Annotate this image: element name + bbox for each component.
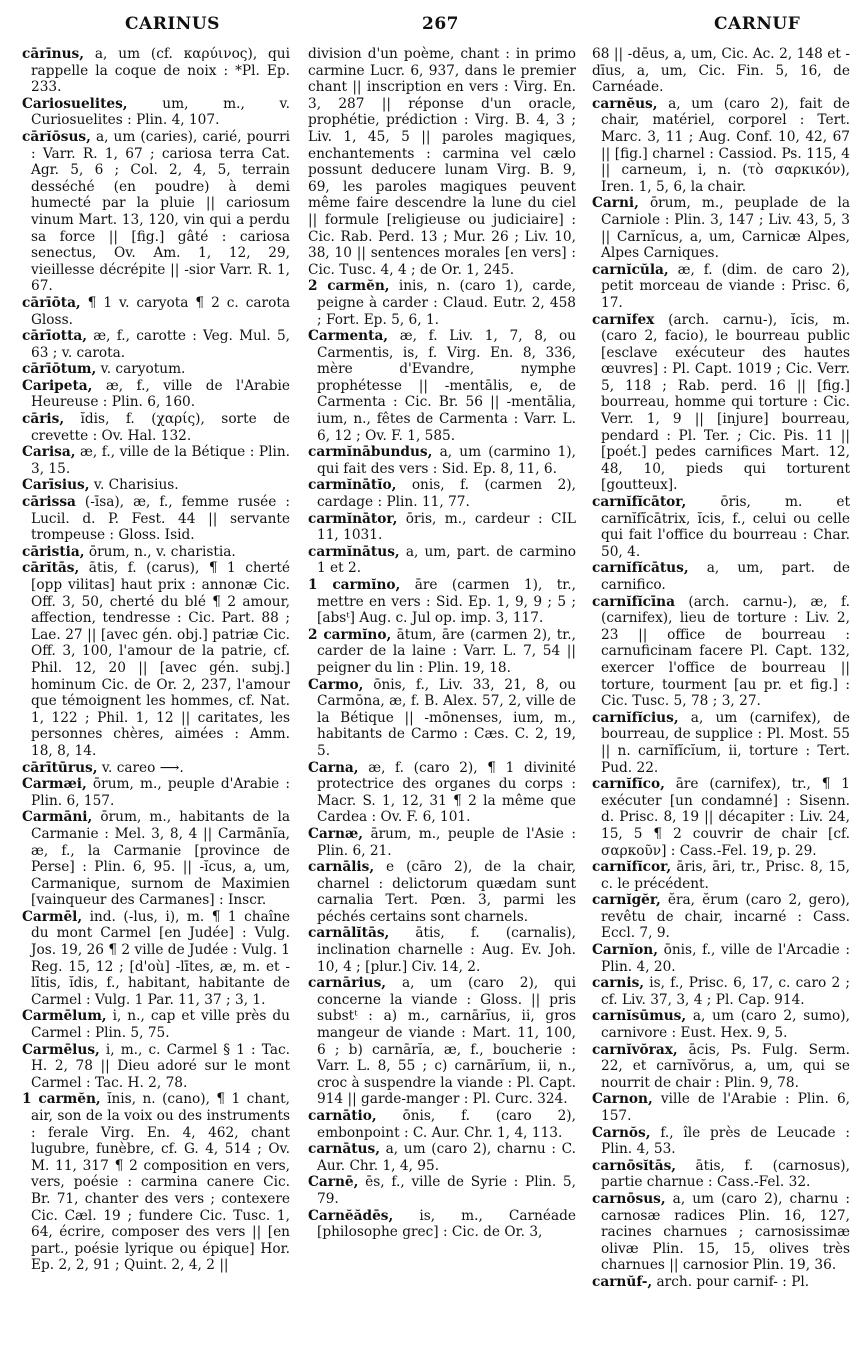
dictionary-entry <box>308 278 576 328</box>
entry-definition: ārum, m., peuple de l'Asie : Plin. 6, 21. <box>317 825 576 859</box>
dictionary-entry <box>22 444 290 477</box>
entry-definition: æ, f., ville de la Bétique : Plin. 3, 15. <box>31 444 290 477</box>
entry-headword: carnālis, <box>308 859 375 876</box>
entry-headword: Carisa, <box>22 444 76 461</box>
dictionary-entry <box>592 312 850 495</box>
entry-definition: ōrum, m., peuple d'Arabie : Plin. 6, 157. <box>31 776 290 809</box>
entry-definition: (-īsa), æ, f., femme rusée : Lucil. d. P. Fest. 44 || servante trompeuse : Gloss. Isid. <box>31 494 290 544</box>
dictionary-entry <box>592 560 850 593</box>
entry-definition: v. Charisius. <box>89 477 179 494</box>
dictionary-entry <box>592 195 850 261</box>
dictionary-entry <box>308 1108 576 1141</box>
dictionary-entry <box>592 710 850 776</box>
dictionary-entry <box>22 46 290 96</box>
entry-definition: onis, f. (carmen 2), cardage : Plin. 11, 77. <box>317 477 576 511</box>
dictionary-entry <box>308 760 576 826</box>
entry-definition: a, um, part. de carnifico. <box>601 560 850 593</box>
page-number: 267 <box>422 14 459 34</box>
entry-headword: Carni, <box>592 195 639 212</box>
entry-definition: ĭnis, n. (cano), ¶ 1 chant, air, son de la voix ou des instruments : ferale Virg. En. 4, 462, chant lugubre, funèbre, cf. G. 4, 514 ; Ov. M. 11, 317 ¶ 2 composition en vers, vers, poésie : carmina canere Cic. Br. 71, chanter des vers ; contexere Cic. Cæl. 19 ; fundere Cic. Tusc. 1, 64, écrire, composer des vers || [en part., poésie lyrique ou épique] Hor. Ep. 2, 2, 91 ; Quint. 2, 4, 2 || <box>31 1091 290 1274</box>
dictionary-entry <box>592 975 850 1008</box>
entry-definition: ville de l'Arabie : Plin. 6, 157. <box>601 1091 850 1124</box>
entry-headword: carmĭnābundus, <box>308 444 433 461</box>
entry-definition: v. careo ⟶. <box>97 759 184 776</box>
entry-definition: ōrum, m., habitants de la Carmanie : Mel. 3, 8, 4 || Carmānĭa, æ, f., la Carmanie [province de Perse] : Plin. 6, 95. || -ĭcus, a, um, Carmanique, surnom de Maximien [vainqueur des Carmanes] : Inscr. <box>31 809 290 909</box>
entry-definition: arch. pour carnif- : Pl. <box>652 1273 810 1290</box>
entry-definition: āre (carmen 1), tr., mettre en vers : Sid. Ep. 1, 9, 9 ; 5 ; [absᵗ] Aug. c. Jul op. imp. 3, 117. <box>317 577 576 627</box>
entry-headword: carnĭfĭcātor, <box>592 494 687 511</box>
entry-headword: Carmāni, <box>22 809 93 826</box>
dictionary-entry <box>308 975 576 1108</box>
dictionary-entry <box>592 1091 850 1124</box>
entry-headword: carnōsĭtās, <box>592 1157 677 1174</box>
entry-headword: carnālĭtās, <box>308 925 390 942</box>
entry-definition: ātis, f. (carnosus), partie charnue : Cass.-Fel. 32. <box>601 1157 850 1191</box>
entry-headword: carnĭfĭco, <box>592 776 665 793</box>
dictionary-entry <box>308 1141 576 1174</box>
dictionary-entry <box>22 809 290 909</box>
entry-headword: carnĭfĭcor, <box>592 859 672 876</box>
entry-definition: āris, āri, tr., Prisc. 8, 15, c. le précédent. <box>601 859 850 892</box>
dictionary-entry <box>308 544 576 577</box>
entry-definition: a, um (carmino 1), qui fait des vers : Sid. Ep. 8, 11, 6. <box>317 444 576 477</box>
dictionary-entry <box>592 1274 850 1291</box>
dictionary-entry <box>308 46 576 278</box>
entry-headword: carnātus, <box>308 1141 380 1158</box>
entry-definition: ōnis, f. (caro 2), embonpoint : C. Aur. Chr. 1, 4, 113. <box>317 1108 576 1141</box>
running-head <box>0 8 867 42</box>
entry-headword: carnĭfĭcius, <box>592 709 679 726</box>
entry-headword: Carmēl, <box>22 908 83 925</box>
entry-definition: ātis, f. (carnalis), inclination charnelle : Aug. Ev. Joh. 10, 4 ; [plur.] Civ. 14, 2. <box>317 925 576 975</box>
dictionary-entry <box>592 1042 850 1092</box>
entry-definition: æ, f. (caro 2), ¶ 1 divinité protectrice des organes du corps : Macr. S. 1, 12, 31 ¶ 2 la même que Cardea : Ov. F. 6, 101. <box>317 759 576 826</box>
entry-headword: cārīnus, <box>22 46 84 62</box>
entry-definition: f., île près de Leucade : Plin. 4, 53. <box>601 1124 850 1158</box>
entry-definition: (arch. carnu-), æ, f. (carnifex), lieu de torture : Liv. 2, 23 || office de bourreau : carnuficinam facere Pl. Capt. 132, exercer l'office de bourreau || torture, tourment [au pr. et fig.] : Cic. Tusc. 5, 78 ; 3, 27. <box>601 593 850 710</box>
entry-headword: Carmēlum, <box>22 1008 107 1025</box>
dictionary-entry <box>22 544 290 561</box>
entry-headword: carnātio, <box>308 1108 377 1124</box>
dictionary-entry <box>22 909 290 1009</box>
entry-headword: 2 carmĕn, <box>308 278 390 295</box>
dictionary-entry <box>592 859 850 892</box>
entry-headword: carnĕus, <box>592 95 658 112</box>
dictionary-entry <box>308 1208 576 1241</box>
entry-headword: Carna, <box>308 759 359 776</box>
entry-definition: a, um (caries), carié, pourri : Varr. R. 1, 67 ; cariosa terra Cat. Agr. 5, 6 ; Col. 2, 4, 5, terrain desséché (en poudre) à demi humecté par la pluie || cariosum vinum Mart. 13, 120, vin qui a perdu sa force || [fig.] gâté : cariosa senectus, Ov. Am. 1, 12, 29, vieillesse décrépite || -sior Varr. R. 1, 67. <box>31 128 290 295</box>
entry-headword: cāris, <box>22 411 65 428</box>
dictionary-entry <box>308 511 576 544</box>
entry-headword: Carmēlus, <box>22 1041 100 1058</box>
entry-headword: Carnĕădēs, <box>308 1207 394 1224</box>
dictionary-entry <box>592 594 850 710</box>
entry-headword: cāristia, <box>22 543 85 560</box>
entry-definition: a, um (caro 2), charnu : C. Aur. Chr. 1, 4, 95. <box>317 1141 576 1174</box>
dictionary-entry <box>22 1042 290 1092</box>
dictionary-entry <box>22 776 290 809</box>
entry-definition: um, m., v. Curiosuelites : Plin. 4, 107. <box>31 95 290 129</box>
entry-headword: Carnæ, <box>308 825 364 842</box>
entry-definition: a, um (carnifex), de bourreau, de supplice : Pl. Most. 55 || n. carnĭfĭcĭum, ii, torture : Tert. Pud. 22. <box>601 709 850 776</box>
entry-definition: ōrum, n., v. charistia. <box>84 543 236 560</box>
entry-definition: ind. (-lus, i), m. ¶ 1 chaîne du mont Carmel [en Judée] : Vulg. Jos. 19, 26 ¶ 2 ville de Judée : Vulg. 1 Reg. 15, 12 ; [d'où] -lītes, æ, m. et -lītis, ĭdis, f., habitant, habitante de Carmel : Vulg. 1 Par. 11, 37 ; 3, 1. <box>31 908 290 1008</box>
entry-headword: Carmenta, <box>308 328 389 345</box>
dictionary-entry <box>592 96 850 196</box>
entry-headword: Carmæi, <box>22 776 87 793</box>
entry-headword: cārissa <box>22 494 76 511</box>
dictionary-entry <box>592 1008 850 1041</box>
entry-headword: Carnŏs, <box>592 1124 651 1141</box>
dictionary-entry <box>22 361 290 378</box>
entry-definition: ĭdis, f. (χαρίς), sorte de crevette : Ov. Hal. 132. <box>31 411 290 444</box>
entry-headword: cārīōta, <box>22 294 81 311</box>
entry-definition: ācis, Ps. Fulg. Serm. 22, et carnĭvŏrus, a, um, qui se nourrit de chair : Plin. 9, 78. <box>601 1041 850 1091</box>
entry-definition: æ, f., carotte : Veg. Mul. 5, 63 ; v. carota. <box>31 328 290 361</box>
entry-headword: 1 carmĭno, <box>308 577 401 593</box>
entry-headword: carnĭsūmus, <box>592 1008 687 1025</box>
column-left <box>22 46 290 1352</box>
entry-definition: 68 || -dēus, a, um, Cic. Ac. 2, 148 et -dīus, a, um, Cic. Fin. 5, 16, de Carnéade. <box>592 46 850 96</box>
entry-definition: ōrum, m., peuplade de la Carniole : Plin. 3, 147 ; Liv. 43, 5, 3 || Carnĭcus, a, um, Carnicæ Alpes, Alpes Carniques. <box>601 195 850 262</box>
entry-definition: ēs, f., ville de Syrie : Plin. 5, 79. <box>317 1174 576 1207</box>
entry-headword: carnōsus, <box>592 1190 666 1207</box>
entry-headword: carnis, <box>592 975 645 992</box>
entry-headword: carnĭfĭcīna <box>592 593 676 610</box>
entry-headword: cārītūrus, <box>22 759 98 776</box>
dictionary-entry <box>22 295 290 328</box>
entry-definition: a, um (caro 2), fait de chair, matériel, corporel : Tert. Marc. 3, 11 ; Aug. Conf. 10, 42, 67 || [fig.] charnel : Cassiod. Ps. 115, 4 || carneum, i, n. (τὸ σαρκικόν), Iren. 1, 5, 6, la chair. <box>601 95 850 195</box>
dictionary-entry <box>22 328 290 361</box>
entry-definition: is, f., Prisc. 6, 17, c. caro 2 ; cf. Liv. 37, 3, 4 ; Pl. Cap. 914. <box>601 975 850 1008</box>
dictionary-entry <box>308 477 576 510</box>
entry-definition: i, m., c. Carmel § 1 : Tac. H. 2, 78 || Dieu adoré sur le mont Carmel : Tac. H. 2, 78. <box>31 1041 290 1091</box>
entry-headword: carmĭnātor, <box>308 510 398 527</box>
entry-definition: division d'un poème, chant : in primo carmine Lucr. 6, 937, dans le premier chant || inscription en vers : Virg. En. 3, 287 || réponse d'un oracle, prophétie, prédiction : Virg. B. 4, 3 ; Liv. 1, 45, 5 || paroles magiques, enchantements : carmina vel cælo possunt deducere lunam Virg. B. 9, 69, les paroles magiques peuvent même faire descendre la lune du ciel || formule [religieuse ou judiciaire] : Cic. Rab. Perd. 13 ; Mur. 26 ; Liv. 10, 38, 10 || sentences morales [en vers] : Cic. Tusc. 4, 4 ; de Or. 1, 245. <box>308 46 576 278</box>
dictionary-entry <box>592 1191 850 1274</box>
entry-headword: Carīsius, <box>22 477 90 494</box>
entry-headword: carnĭfĭcātus, <box>592 560 689 577</box>
entry-headword: Cariosuelites, <box>22 95 128 112</box>
entry-definition: is, m., Carnéade [philosophe grec] : Cic. de Or. 3, <box>317 1207 576 1241</box>
entry-headword: 1 carmĕn, <box>22 1091 101 1108</box>
dictionary-entry <box>22 477 290 494</box>
entry-definition: ātum, āre (carmen 2), tr., carder de la laine : Varr. L. 7, 54 || peigner du lin : Plin. 19, 18. <box>317 626 576 676</box>
dictionary-entry <box>308 1174 576 1207</box>
entry-headword: carnĭfex <box>592 311 655 328</box>
dictionary-entry <box>22 378 290 411</box>
entry-headword: carmĭnātĭo, <box>308 477 397 494</box>
entry-definition: æ, f., ville de l'Arabie Heureuse : Plin. 6, 160. <box>31 377 290 411</box>
dictionary-entry <box>308 826 576 859</box>
dictionary-entry <box>592 1125 850 1158</box>
dictionary-entry <box>592 942 850 975</box>
entry-definition: æ, f. (dim. de caro 2), petit morceau de viande : Prisc. 6, 17. <box>601 261 850 311</box>
entry-headword: Carnĭon, <box>592 942 658 959</box>
dictionary-entry <box>22 760 290 777</box>
entry-headword: cārĭtās, <box>22 560 80 577</box>
entry-definition: v. caryotum. <box>96 361 186 378</box>
entry-definition: a, um (caro 2), charnu : carnosæ radices Plin. 16, 127, racines charnues ; carnosissimæ olivæ Plin. 15, 15, olives très charnues || carnosior Plin. 19, 36. <box>601 1190 850 1274</box>
column-middle <box>308 46 576 1352</box>
entry-headword: 2 carmĭno, <box>308 626 392 643</box>
entry-headword: carnŭf-, <box>592 1273 653 1290</box>
dictionary-entry <box>308 627 576 677</box>
dictionary-entry <box>22 494 290 544</box>
dictionary-entry <box>592 46 850 96</box>
entry-definition: ōnis, f., ville de l'Arcadie : Plin. 4, 20. <box>601 942 850 975</box>
entry-definition: ¶ 1 v. caryota ¶ 2 c. carota Gloss. <box>31 294 290 328</box>
entry-definition: a, um, part. de carmino 1 et 2. <box>317 543 576 577</box>
entry-headword: carnĭgĕr, <box>592 892 661 909</box>
entry-definition: i, n., cap et ville près du Carmel : Plin. 5, 75. <box>31 1008 290 1042</box>
entry-definition: ĕra, ĕrum (caro 2, gero), revêtu de chair, incarné : Cass. Eccl. 7, 9. <box>601 892 850 942</box>
entry-definition: æ, f. Liv. 1, 7, 8, ou Carmentis, is, f. Virg. En. 8, 336, mère d'Evandre, nymphe prophétesse || -mentālis, e, de Carmenta : Cic. Br. 56 || -mentālia, ium, n., fêtes de Carmenta : Varr. L. 6, 12 ; Ov. F. 1, 585. <box>317 328 576 444</box>
dictionary-entry <box>592 776 850 859</box>
dictionary-entry <box>308 677 576 760</box>
dictionary-entry <box>22 96 290 129</box>
entry-headword: carnĭvŏrax, <box>592 1041 678 1058</box>
entry-headword: carmĭnātus, <box>308 543 400 560</box>
dictionary-entry <box>22 560 290 759</box>
entry-definition: ōris, m. et carnĭfĭcātrix, ĭcis, f., celui ou celle qui fait l'office du bourreau : Char. 50, 4. <box>601 494 850 560</box>
dictionary-entry <box>308 577 576 627</box>
entry-definition: ōris, m., cardeur : CIL 11, 1031. <box>317 510 576 544</box>
running-head-left: CARINUS <box>125 14 220 34</box>
entry-definition: a, um (cf. καρύινος), qui rappelle la coque de noix : *Pl. Ep. 233. <box>31 46 290 96</box>
entry-headword: carnĭcŭla, <box>592 261 669 278</box>
entry-definition: inis, n. (caro 1), carde, peigne à carder : Claud. Eutr. 2, 458 ; Fort. Ep. 5, 6, 1. <box>317 278 576 328</box>
dictionary-entry <box>592 1158 850 1191</box>
entry-definition: (arch. carnu-), ĭcis, m. (caro 2, facio), le bourreau public [esclave exécuteur des hautes œuvres] : Pl. Capt. 1019 ; Cic. Verr. 5, 118 ; Rab. perd. 16 || [fig.] bourreau, homme qui torture : Cic. Verr. 1, 9 || [injure] bourreau, pendard : Pl. Ter. ; Cic. Pis. 11 || [poét.] pedes carnifices Mart. 12, 48, 10, pieds qui torturent [goutteux]. <box>601 311 850 494</box>
dictionary-entry <box>308 328 576 444</box>
dictionary-entry <box>22 411 290 444</box>
dictionary-entry <box>22 129 290 295</box>
entry-headword: Carnon, <box>592 1091 653 1108</box>
entry-definition: āre (carnifex), tr., ¶ 1 exécuter [un condamné] : Sisenn. d. Prisc. 8, 19 || décapiter : Liv. 24, 15, 5 ¶ 2 couvrir de chair [cf. σαρκοῦν] : Cass.-Fel. 19, p. 29. <box>601 776 850 859</box>
entry-headword: cārīotta, <box>22 328 88 345</box>
dictionary-entry <box>592 494 850 560</box>
dictionary-entry <box>308 925 576 975</box>
running-head-right: CARNUF <box>714 14 801 34</box>
dictionary-entry <box>308 444 576 477</box>
dictionary-entry <box>22 1091 290 1274</box>
entry-definition: a, um (caro 2, sumo), carnivore : Eust. Hex. 9, 5. <box>601 1008 850 1042</box>
column-right <box>592 46 850 1352</box>
entry-headword: Carmo, <box>308 676 364 693</box>
entry-definition: ātis, f. (carus), ¶ 1 cherté [opp vilitas] haut prix : annonæ Cic. Off. 3, 50, cherté du blé ¶ 2 amour, affection, tendresse : Cic. Part. 88 ; Lae. 27 || [avec gén. obj.] patriæ Cic. Off. 3, 100, l'amour de la patrie, cf. Phil. 12, 20 || [avec gén. subj.] hominum Cic. de Or. 2, 237, l'amour que témoignent les hommes, cf. Nat. 1, 122 ; Phil. 1, 12 || caritates, les personnes chères, aimées : Amm. 18, 8, 14. <box>31 560 290 759</box>
dictionary-entry <box>592 262 850 312</box>
dictionary-entry <box>308 859 576 925</box>
dictionary-entry <box>592 892 850 942</box>
entry-definition: e (cāro 2), de la chair, charnel : delictorum quædam sunt carnalia Tert. Pœn. 3, parmi les péchés certains sont charnels. <box>317 859 576 925</box>
entry-headword: carnārius, <box>308 975 387 992</box>
entry-definition: ōnis, f., Liv. 33, 21, 8, ou Carmōna, æ, f. B. Alex. 57, 2, ville de la Bétique || -mōnenses, ium, m., habitants de Carmo : Cæs. C. 2, 19, 5. <box>317 676 576 759</box>
entry-definition: a, um (caro 2), qui concerne la viande : Gloss. || pris substᵗ : a) m., carnārĭus, ii, gros mangeur de viande : Mart. 11, 100, 6 ; b) carnārĭa, æ, f., boucherie : Varr. L. 8, 55 ; c) carnārĭum, ii, n., croc à suspendre la viande : Pl. Capt. 914 || garde-manger : Pl. Curc. 324. <box>317 975 576 1108</box>
entry-headword: Carnē, <box>308 1174 359 1191</box>
dictionary-entry <box>22 1008 290 1041</box>
entry-headword: cārīōtum, <box>22 361 97 378</box>
entry-headword: cārĭōsus, <box>22 128 91 145</box>
entry-headword: Caripeta, <box>22 377 93 394</box>
